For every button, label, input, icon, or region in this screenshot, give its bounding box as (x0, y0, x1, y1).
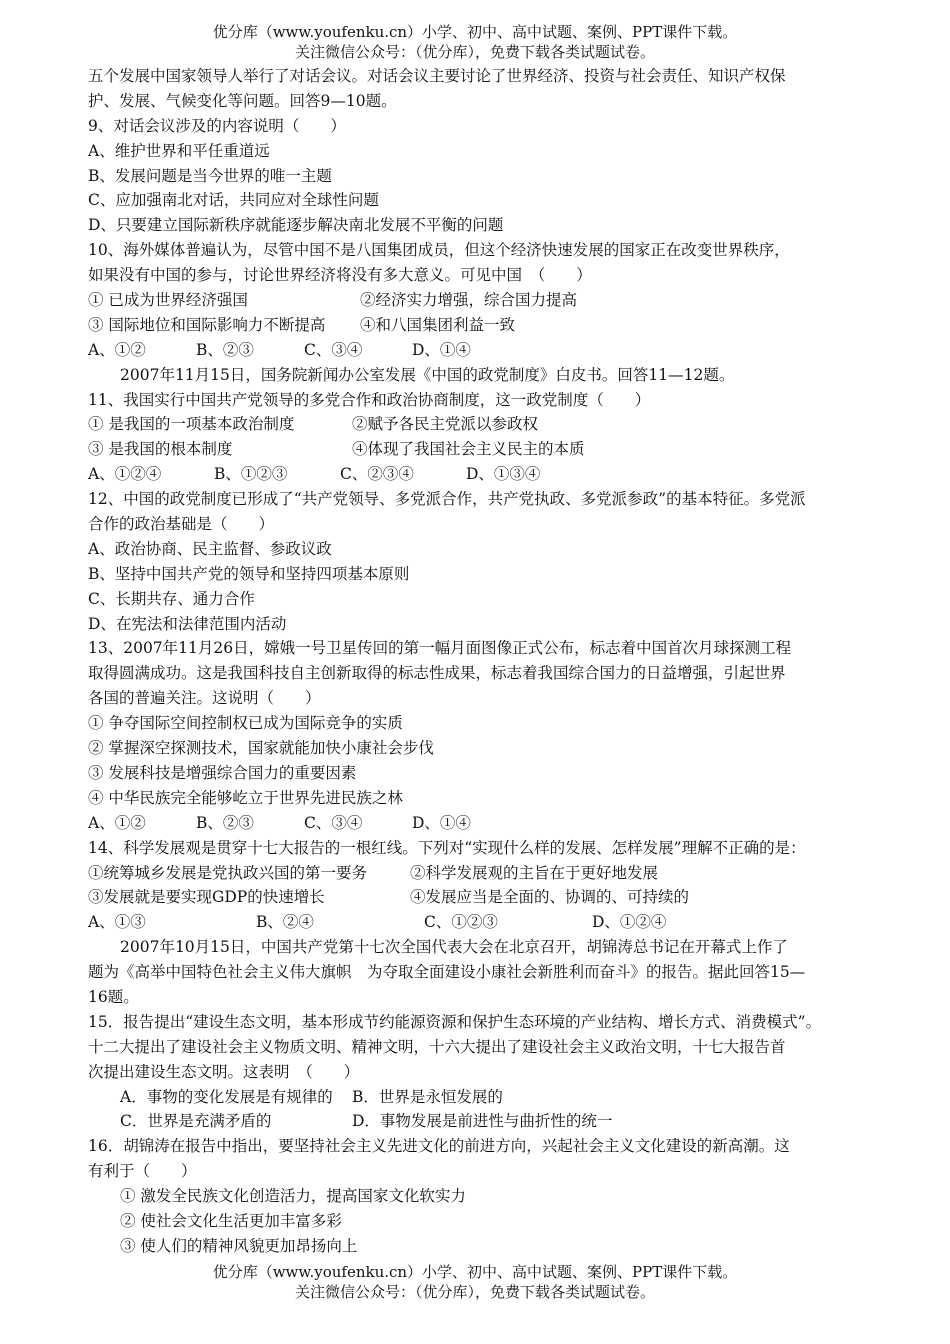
page-header (0, 22, 950, 62)
choices-row (88, 811, 878, 836)
statement-row (88, 885, 878, 910)
choice: A、①② (88, 813, 146, 832)
passage-line: 2007年10月15日，中国共产党第十七次全国代表大会在北京召开，胡锦涛总书记在开幕式上作了 (120, 938, 788, 957)
choice: B、①②③ (214, 465, 288, 484)
footer-line-2: 关注微信公众号：（优分库），免费下载各类试题试卷。 (294, 1283, 655, 1301)
header-line-1: 优分库（www.youfenku.cn）小学、初中、高中试题、案例、PPT课件下载。 (212, 23, 738, 41)
option-line: A、维护世界和平任重道远 (88, 141, 270, 160)
option-line: C、长期共存、通力合作 (88, 589, 255, 608)
choices-row (88, 338, 878, 363)
question-10-cont: 如果没有中国的参与，讨论世界经济将没有多大意义。可见中国 （ ） (88, 266, 592, 285)
statement: ③发展就是要实现GDP的快速增长 (88, 888, 325, 907)
statement: ② 掌握深空探测技术，国家就能加快小康社会步伐 (88, 739, 434, 758)
statement-row (88, 412, 878, 437)
statement: ③ 国际地位和国际影响力不断提高 (88, 315, 326, 334)
statement-row (88, 437, 878, 462)
choice: D．事物发展是前进性与曲折性的统一 (352, 1112, 613, 1131)
statement: ④和八国集团利益一致 (360, 315, 516, 334)
choice: C．世界是充满矛盾的 (120, 1112, 272, 1131)
choice: C、③④ (304, 340, 363, 359)
choice: A、①② (88, 340, 146, 359)
passage-line: 题为《高举中国特色社会主义伟大旗帜 为夺取全面建设小康社会新胜利而奋斗》的报告。据此回答15— (88, 963, 806, 982)
question-16-cont: 有利于（ ） (88, 1162, 197, 1181)
statement: ① 激发全民族文化创造活力，提高国家文化软实力 (120, 1187, 466, 1206)
choice: B、②③ (196, 340, 254, 359)
header-line-2: 关注微信公众号：（优分库），免费下载各类试题试卷。 (294, 43, 655, 61)
choice: B、②③ (196, 813, 254, 832)
choices-row (88, 1109, 878, 1134)
choice: B．世界是永恒发展的 (352, 1087, 503, 1106)
statement-row (88, 288, 878, 313)
statement: ④ 中华民族完全能够屹立于世界先进民族之林 (88, 788, 403, 807)
statement: ③ 是我国的根本制度 (88, 440, 233, 459)
option-line: D、在宪法和法律范围内活动 (88, 614, 287, 633)
page-footer (0, 1262, 950, 1302)
statement: ②经济实力增强，综合国力提高 (360, 291, 578, 310)
statement: ② 使社会文化生活更加丰富多彩 (120, 1211, 342, 1230)
question-15-cont: 十二大提出了建设社会主义物质文明、精神文明，十六大提出了建设社会主义政治文明，十七大报告首 (88, 1037, 786, 1056)
statement: ④发展应当是全面的、协调的、可持续的 (410, 888, 690, 907)
question-13-cont: 各国的普遍关注。这说明（ ） (88, 689, 321, 708)
choice: A、①②④ (88, 465, 162, 484)
question-15-cont: 次提出建设生态文明。这表明 （ ） (88, 1062, 360, 1081)
question-14: 14、科学发展观是贯穿十七大报告的一根红线。下列对“实现什么样的发展、怎样发展”理解不正确的是： (88, 838, 806, 857)
question-15: 15．报告提出“建设生态文明，基本形成节约能源资源和保护生态环境的产业结构、增长方式、消费模式”。 (88, 1012, 822, 1031)
choice: C、②③④ (340, 465, 414, 484)
choice: D、①④ (412, 813, 471, 832)
choice: D、①④ (412, 340, 471, 359)
question-16: 16．胡锦涛在报告中指出，要坚持社会主义先进文化的前进方向，兴起社会主义文化建设的新高潮。这 (88, 1137, 790, 1156)
statement: ③ 发展科技是增强综合国力的重要因素 (88, 763, 357, 782)
option-line: B、坚持中国共产党的领导和坚持四项基本原则 (88, 564, 410, 583)
document-body (88, 64, 878, 1259)
question-9: 9、对话会议涉及的内容说明（ ） (88, 116, 346, 135)
passage-line: 16题。 (88, 987, 139, 1006)
choice: C、①②③ (424, 913, 498, 932)
statement: ③ 使人们的精神风貌更加昂扬向上 (120, 1236, 358, 1255)
option-line: A、政治协商、民主监督、参政议政 (88, 539, 332, 558)
passage-line: 2007年11月15日，国务院新闻办公室发展《中国的政党制度》白皮书。回答11—12题。 (120, 365, 735, 384)
statement: ②赋予各民主党派以参政权 (352, 415, 539, 434)
intro-line: 五个发展中国家领导人举行了对话会议。对话会议主要讨论了世界经济、投资与社会责任、知识产权保 (88, 67, 786, 85)
choice: D、①②④ (592, 913, 667, 932)
statement: ① 是我国的一项基本政治制度 (88, 415, 295, 434)
statement: ① 争夺国际空间控制权已成为国际竞争的实质 (88, 714, 403, 733)
choices-row (88, 462, 878, 487)
choice: A．事物的变化发展是有规律的 (120, 1087, 333, 1106)
choice: B、②④ (256, 913, 314, 932)
question-11: 11、我国实行中国共产党领导的多党合作和政治协商制度，这一政党制度（ ） (88, 390, 651, 409)
option-line: C、应加强南北对话，共同应对全球性问题 (88, 191, 379, 210)
choices-row (88, 910, 878, 935)
statement-row (88, 313, 878, 338)
statement: ① 已成为世界经济强国 (88, 291, 248, 310)
choices-row (88, 1085, 878, 1110)
intro-line: 护、发展、气候变化等问题。回答9—10题。 (88, 91, 397, 110)
choice: C、③④ (304, 813, 363, 832)
question-12-cont: 合作的政治基础是（ ） (88, 515, 275, 534)
question-13-cont: 取得圆满成功。这是我国科技自主创新取得的标志性成果，标志着我国综合国力的日益增强，引起世界 (88, 664, 786, 683)
option-line: B、发展问题是当今世界的唯一主题 (88, 166, 332, 185)
statement: ②科学发展观的主旨在于更好地发展 (410, 863, 659, 882)
choice: A、①③ (88, 913, 146, 932)
option-line: D、只要建立国际新秩序就能逐步解决南北发展不平衡的问题 (88, 216, 504, 235)
question-12: 12、中国的政党制度已形成了“共产党领导、多党派合作，共产党执政、多党派参政”的基本特征。多党派 (88, 490, 806, 509)
question-10: 10、海外媒体普遍认为，尽管中国不是八国集团成员，但这个经济快速发展的国家正在改变世界秩序， (88, 241, 790, 260)
choice: D、①③④ (466, 465, 541, 484)
footer-line-1: 优分库（www.youfenku.cn）小学、初中、高中试题、案例、PPT课件下载。 (212, 1263, 738, 1281)
question-13: 13、2007年11月26日，嫦娥一号卫星传回的第一幅月面图像正式公布，标志着中国首次月球探测工程 (88, 639, 792, 658)
statement: ①统筹城乡发展是党执政兴国的第一要务 (88, 863, 368, 882)
statement: ④体现了我国社会主义民主的本质 (352, 440, 585, 459)
statement-row (88, 861, 878, 886)
